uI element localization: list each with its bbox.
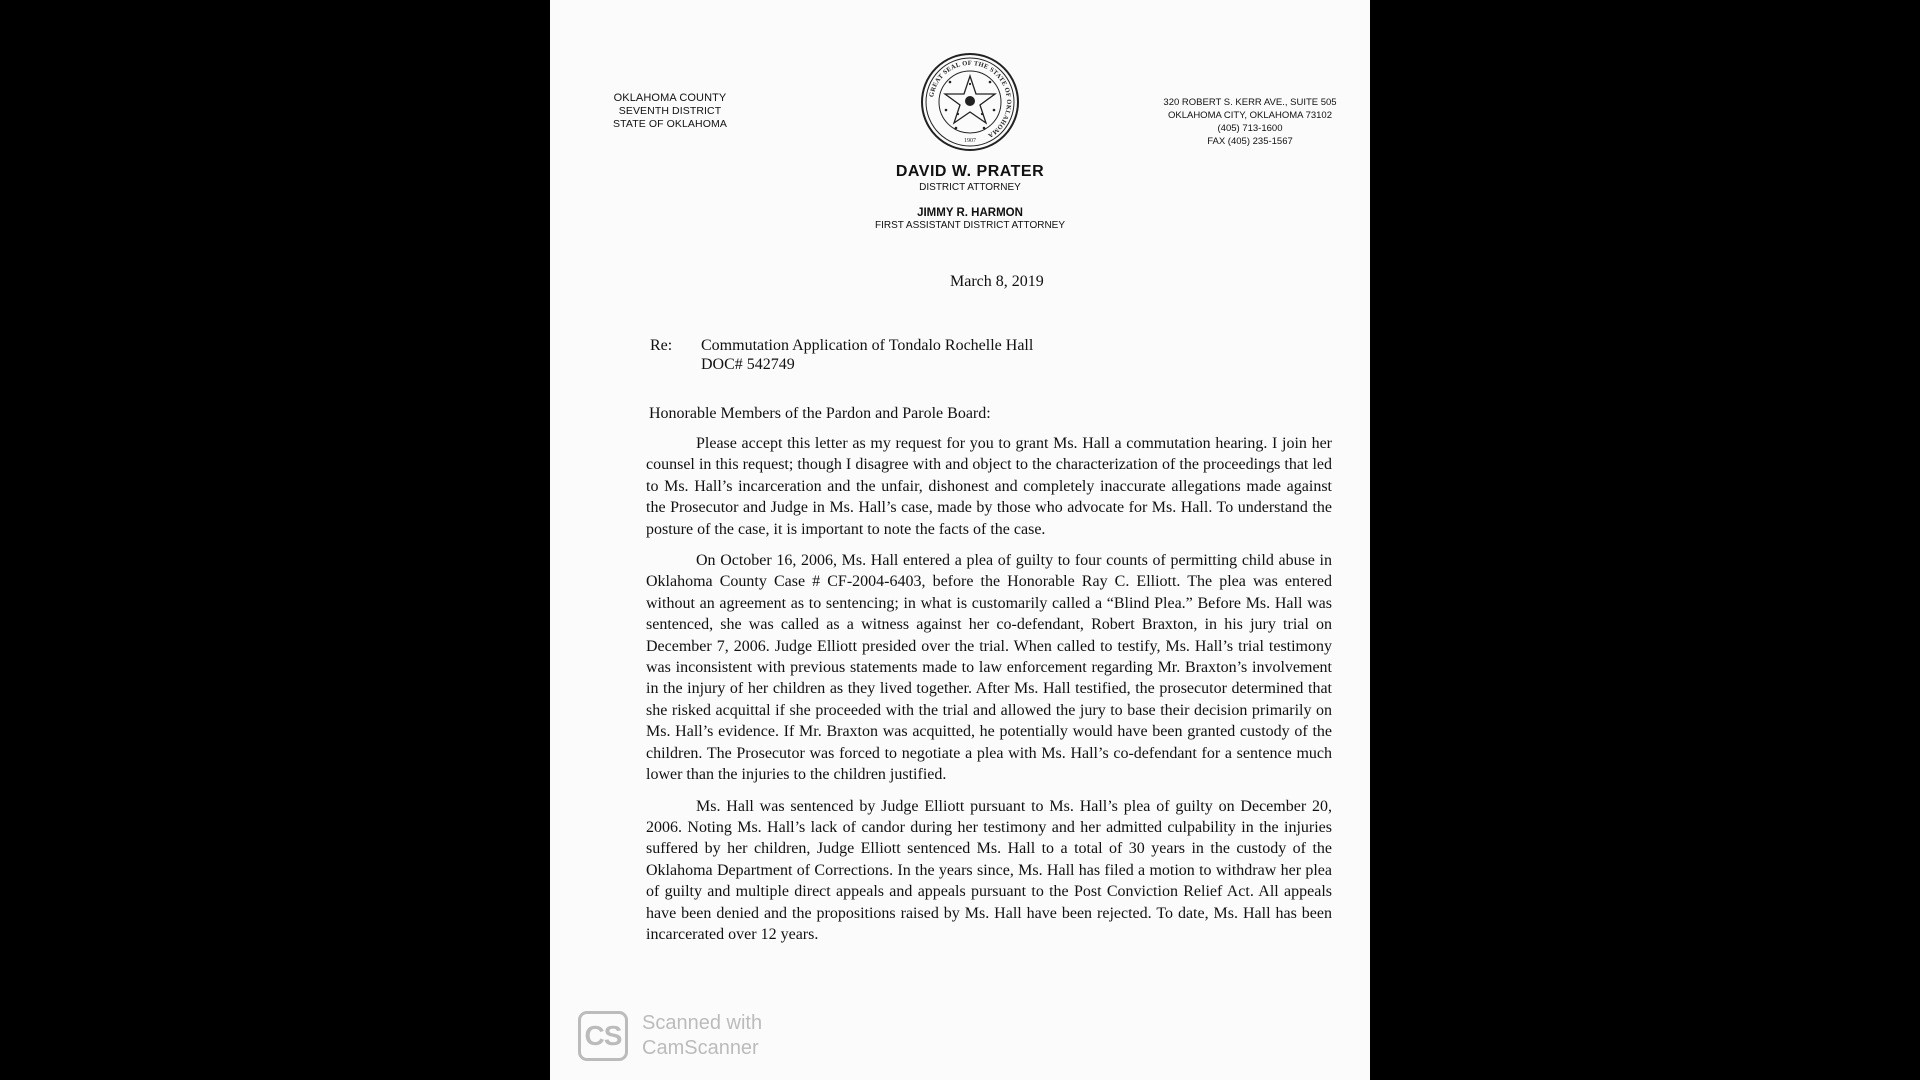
letter-page: [550, 0, 1370, 1080]
camscanner-logo-icon: CS: [578, 1011, 628, 1061]
camscanner-watermark: [578, 1010, 762, 1062]
letter-body: [646, 433, 1332, 955]
letterhead-names: [780, 162, 1160, 232]
district-attorney-title: DISTRICT ATTORNEY: [919, 182, 1021, 193]
letter-date: March 8, 2019: [950, 273, 1044, 290]
address-line: 320 ROBERT S. KERR AVE., SUITE 505: [1163, 97, 1337, 108]
subject-label: Re:: [650, 337, 673, 354]
doc-number: DOC# 542749: [701, 356, 795, 373]
body-paragraph: Please accept this letter as my request for you to grant Ms. Hall a commutation hearing. I join her counsel in this request; though I disagree with and object to the characterization of the proceedings that led to Ms. Hall’s incarceration and the unfair, dishonest and completely inaccurate allegations made against the Prosecutor and Judge in Ms. Hall’s case, made by those who advocate for Ms. Hall. To understand the posture of the case, it is important to note the facts of the case.: [646, 435, 1332, 538]
office-jurisdiction: [600, 92, 740, 131]
watermark-line: Scanned with: [642, 1012, 763, 1034]
subject-title: Commutation Application of Tondalo Rochelle Hall: [701, 337, 1034, 354]
seal-ring-text: GREAT SEAL OF THE STATE OF OKLAHOMA: [928, 59, 1013, 139]
fax-line: FAX (405) 235-1567: [1207, 136, 1293, 147]
first-assistant-title: FIRST ASSISTANT DISTRICT ATTORNEY: [874, 220, 1066, 231]
watermark-line: CamScanner: [642, 1037, 759, 1059]
address-line: OKLAHOMA CITY, OKLAHOMA 73102: [1167, 110, 1333, 121]
jurisdiction-line: SEVENTH DISTRICT: [618, 105, 722, 117]
jurisdiction-line: OKLAHOMA COUNTY: [613, 92, 727, 104]
state-seal-icon: [920, 52, 1020, 152]
seal-year: 1907: [964, 138, 976, 144]
body-paragraph: On October 16, 2006, Ms. Hall entered a plea of guilty to four counts of permitting child abuse in Oklahoma County Case # CF-2004-6403, before the Honorable Ray C. Elliott. The plea was entered without an agreement as to sentencing; in what is customarily called a “Blind Plea.” Before Ms. Hall was sentenced, she was called as a witness against her co-defendant, Robert Braxton, in his jury trial on December 7, 2006. Judge Elliott presided over the trial. When called to testify, Ms. Hall’s trial testimony was inconsistent with previous statements made to law enforcement regarding Mr. Braxton’s involvement in the injury of her children as they lived together. After Ms. Hall testified, the prosecutor determined that she risked acquittal if she proceeded with the trial and allowed the jury to base their decision primarily on Ms. Hall’s evidence. If Mr. Braxton was acquitted, he potentially would have been granted custody of the children. The Prosecutor was forced to negotiate a plea with Ms. Hall’s co-defendant for a sentence much lower than the injuries to the children justified.: [646, 552, 1332, 784]
salutation: Honorable Members of the Pardon and Parole Board:: [649, 405, 991, 422]
office-address: [1150, 96, 1350, 148]
first-assistant-name: JIMMY R. HARMON: [917, 207, 1023, 219]
body-paragraph: Ms. Hall was sentenced by Judge Elliott pursuant to Ms. Hall’s plea of guilty on December 20, 2006. Noting Ms. Hall’s lack of candor during her testimony and her admitted culpability in the injuries suffered by her children, Judge Elliott sentenced Ms. Hall to a total of 30 years in the custody of the Oklahoma Department of Corrections. In the years since, Ms. Hall has filed a motion to withdraw her plea of guilty and multiple direct appeals and appeals pursuant to the Post Conviction Relief Act. All appeals have been denied and the propositions raised by Ms. Hall have been rejected. To date, Ms. Hall has been incarcerated over 12 years.: [646, 797, 1332, 943]
jurisdiction-line: STATE OF OKLAHOMA: [613, 118, 727, 130]
district-attorney-name: DAVID W. PRATER: [895, 163, 1045, 180]
phone-line: (405) 713-1600: [1217, 123, 1283, 134]
